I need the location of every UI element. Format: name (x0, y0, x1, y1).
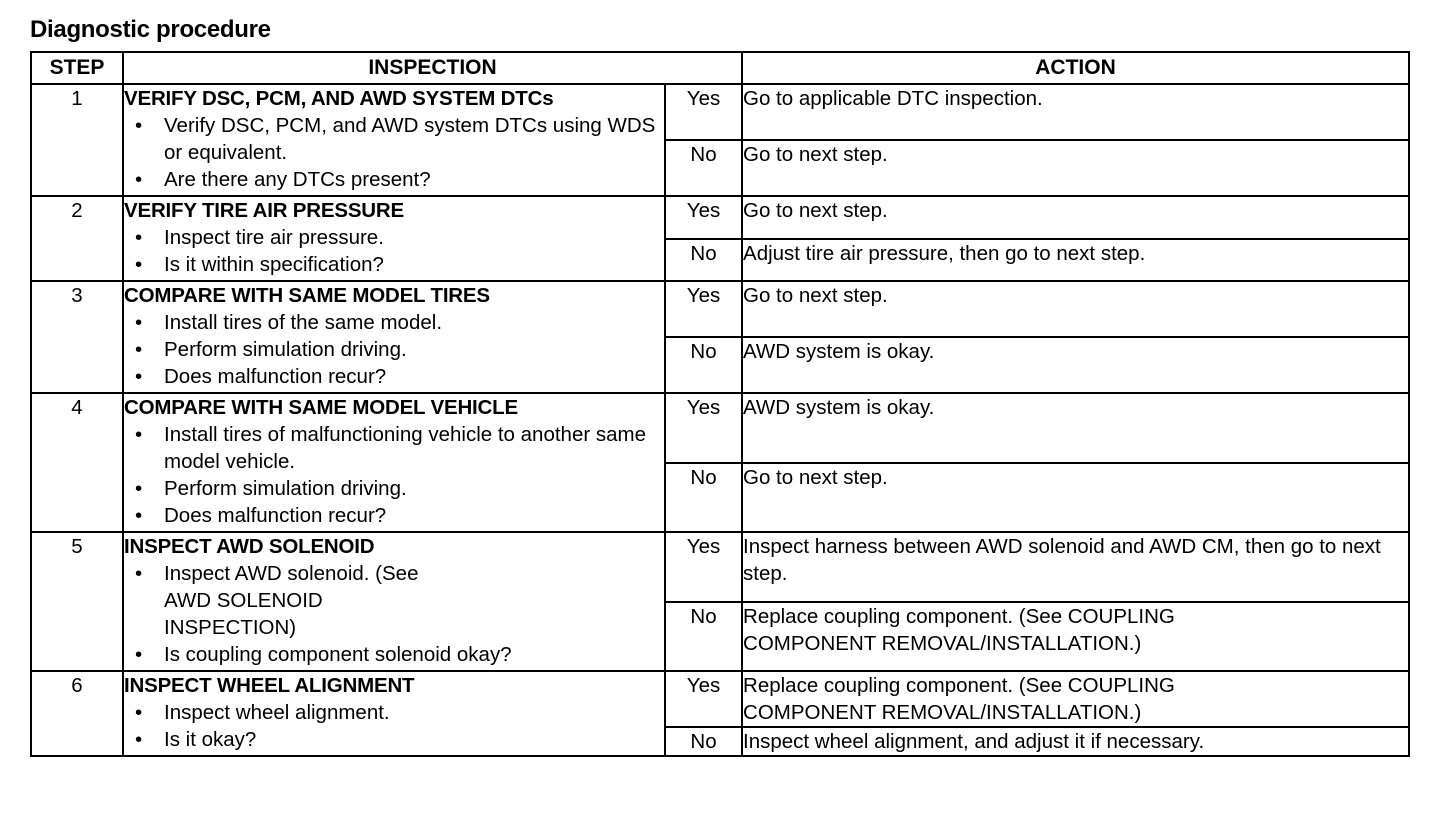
yes-action: AWD system is okay. (742, 393, 1409, 463)
no-label: No (665, 463, 742, 533)
yes-label: Yes (665, 393, 742, 463)
inspection-cell (123, 532, 665, 671)
inspection-cell (123, 196, 665, 281)
inspection-cell (123, 281, 665, 393)
page-title: Diagnostic procedure (30, 16, 271, 43)
inspection-title: INSPECT WHEEL ALIGNMENT (124, 674, 415, 697)
inspection-title: VERIFY TIRE AIR PRESSURE (124, 199, 404, 222)
inspection-bullets (124, 224, 664, 280)
no-action: Go to next step. (742, 140, 1409, 196)
inspection-bullet: • Inspect tire air pressure. (124, 224, 664, 251)
inspection-bullet: • Are there any DTCs present? (124, 166, 664, 193)
header-inspection: INSPECTION (123, 52, 742, 84)
inspection-cell (123, 671, 665, 756)
table-row (31, 281, 1409, 337)
yes-action: Go to next step. (742, 196, 1409, 239)
step-number: 2 (31, 196, 123, 281)
inspection-cell (123, 393, 665, 532)
no-action: Adjust tire air pressure, then go to next step. (742, 239, 1409, 282)
header-action: ACTION (742, 52, 1409, 84)
inspection-cell (123, 84, 665, 196)
inspection-bullets (124, 699, 664, 755)
inspection-bullet: • Install tires of malfunctioning vehicle to another same model vehicle. (124, 421, 664, 475)
step-group (31, 196, 1409, 281)
inspection-bullet: • Verify DSC, PCM, and AWD system DTCs using WDS or equivalent. (124, 112, 664, 166)
no-label: No (665, 727, 742, 756)
table-row (31, 532, 1409, 602)
inspection-bullet: • Does malfunction recur? (124, 363, 664, 390)
yes-action: Go to applicable DTC inspection. (742, 84, 1409, 140)
inspection-bullet: • Is it within specification? (124, 251, 664, 278)
inspection-bullet: • Install tires of the same model. (124, 309, 664, 336)
step-group (31, 671, 1409, 756)
no-label: No (665, 239, 742, 282)
step-group (31, 393, 1409, 532)
table-row (31, 196, 1409, 239)
diagnostic-procedure-table (30, 51, 1410, 757)
yes-label: Yes (665, 671, 742, 727)
inspection-title: INSPECT AWD SOLENOID (124, 535, 375, 558)
inspection-bullet: • Perform simulation driving. (124, 475, 664, 502)
yes-label: Yes (665, 532, 742, 602)
yes-action: Go to next step. (742, 281, 1409, 337)
step-number: 4 (31, 393, 123, 532)
step-number: 5 (31, 532, 123, 671)
step-group (31, 84, 1409, 196)
inspection-bullets (124, 112, 664, 195)
yes-label: Yes (665, 84, 742, 140)
inspection-bullets (124, 421, 664, 531)
table-header-row (31, 52, 1409, 84)
inspection-bullet: • Inspect wheel alignment. (124, 699, 664, 726)
yes-action: Inspect harness between AWD solenoid and AWD CM, then go to next step. (742, 532, 1409, 602)
inspection-bullet: • Perform simulation driving. (124, 336, 664, 363)
step-group (31, 281, 1409, 393)
no-action: Inspect wheel alignment, and adjust it if necessary. (742, 727, 1409, 756)
inspection-bullets (124, 309, 664, 392)
step-number: 6 (31, 671, 123, 756)
yes-label: Yes (665, 196, 742, 239)
inspection-bullets (124, 560, 664, 670)
inspection-bullet: • Is coupling component solenoid okay? (124, 641, 664, 668)
step-group (31, 532, 1409, 671)
no-label: No (665, 337, 742, 393)
no-label: No (665, 602, 742, 672)
no-action: Replace coupling component. (See COUPLING COMPONENT REMOVAL/INSTALLATION.) (742, 602, 1409, 672)
yes-action: Replace coupling component. (See COUPLING COMPONENT REMOVAL/INSTALLATION.) (742, 671, 1409, 727)
no-action: AWD system is okay. (742, 337, 1409, 393)
no-label: No (665, 140, 742, 196)
header-step: STEP (31, 52, 123, 84)
inspection-title: COMPARE WITH SAME MODEL VEHICLE (124, 396, 518, 419)
inspection-title: COMPARE WITH SAME MODEL TIRES (124, 284, 490, 307)
yes-label: Yes (665, 281, 742, 337)
inspection-bullet: • Inspect AWD solenoid. (See AWD SOLENOID INSPECTION) (124, 560, 664, 641)
step-number: 1 (31, 84, 123, 196)
table-row (31, 671, 1409, 727)
step-number: 3 (31, 281, 123, 393)
inspection-bullet: • Is it okay? (124, 726, 664, 753)
inspection-bullet: • Does malfunction recur? (124, 502, 664, 529)
inspection-title: VERIFY DSC, PCM, AND AWD SYSTEM DTCs (124, 87, 554, 110)
table-row (31, 393, 1409, 463)
table-row (31, 84, 1409, 140)
no-action: Go to next step. (742, 463, 1409, 533)
